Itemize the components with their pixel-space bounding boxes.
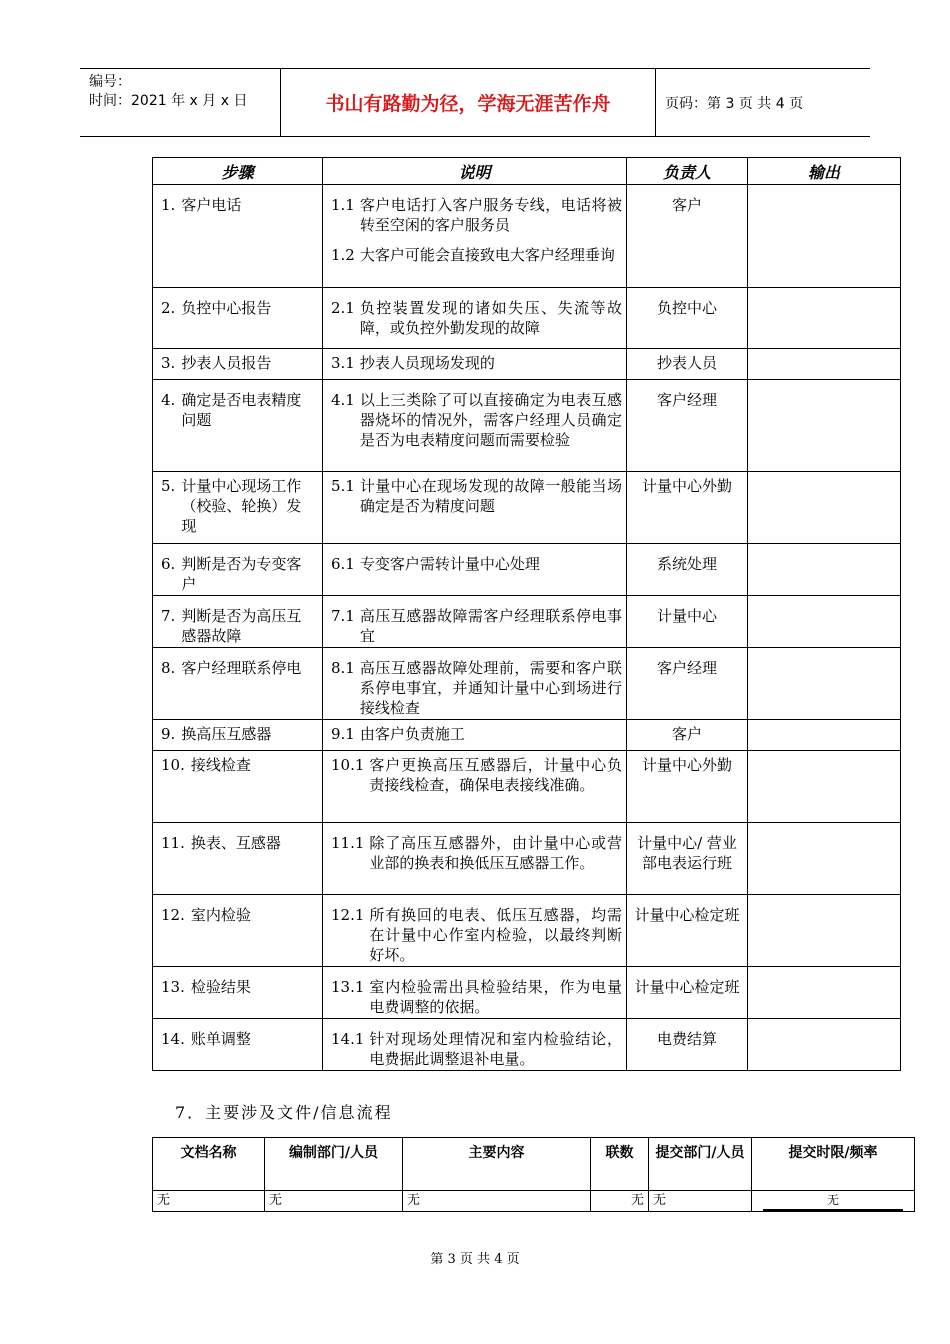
notes-cell <box>323 720 627 751</box>
note-number: 12.1 <box>331 906 365 924</box>
step-number: 6. <box>161 555 176 573</box>
step-number: 3. <box>161 354 176 372</box>
step-label: 换高压互感器 <box>181 725 272 743</box>
header-meta <box>80 69 280 136</box>
output-cell <box>748 1019 901 1071</box>
output-cell <box>748 720 901 751</box>
output-cell <box>748 472 901 544</box>
step-cell <box>153 349 323 380</box>
note-text: 专变客户需转计量中心处理 <box>359 555 540 573</box>
step-label: 换表、互感器 <box>190 834 281 852</box>
deadline-value: 无 <box>763 1191 903 1211</box>
output-cell <box>748 380 901 472</box>
note-item <box>331 724 622 744</box>
step-number: 2. <box>161 299 176 317</box>
col-header-output: 输出 <box>748 158 901 185</box>
note-text: 抄表人员现场发现的 <box>359 354 495 372</box>
table-row <box>153 823 901 895</box>
notes-cell <box>323 751 627 823</box>
output-cell <box>748 596 901 648</box>
note-number: 1.2 <box>331 246 355 264</box>
step-number: 14. <box>161 1030 185 1048</box>
output-cell <box>748 967 901 1019</box>
table-row <box>153 596 901 648</box>
note-number: 4.1 <box>331 391 355 409</box>
note-item <box>331 476 622 516</box>
note-number: 6.1 <box>331 555 355 573</box>
step-cell <box>153 648 323 720</box>
note-number: 14.1 <box>331 1030 365 1048</box>
note-number: 10.1 <box>331 756 365 774</box>
note-item <box>331 905 622 965</box>
note-number: 8.1 <box>331 659 355 677</box>
submit-dept-cell: 无 <box>649 1191 752 1212</box>
owner-cell: 计量中心检定班 <box>627 895 748 967</box>
col-header-dept: 编制部门/人员 <box>265 1138 403 1191</box>
table-row <box>153 648 901 720</box>
step-number: 1. <box>161 196 176 214</box>
owner-cell: 客户经理 <box>627 380 748 472</box>
col-header-owner: 负责人 <box>627 158 748 185</box>
note-item <box>331 1029 622 1069</box>
owner-cell: 电费结算 <box>627 1019 748 1071</box>
notes-cell <box>323 288 627 349</box>
note-number: 3.1 <box>331 354 355 372</box>
step-number: 13. <box>161 978 185 996</box>
documents-table <box>152 1137 915 1212</box>
step-number: 8. <box>161 659 176 677</box>
note-number: 7.1 <box>331 607 355 625</box>
col-header-deadline: 提交时限/频率 <box>752 1138 915 1191</box>
step-label: 账单调整 <box>190 1030 251 1048</box>
notes-cell <box>323 895 627 967</box>
notes-cell <box>323 823 627 895</box>
output-cell <box>748 544 901 596</box>
step-cell <box>153 895 323 967</box>
col-header-submit-dept: 提交部门/人员 <box>649 1138 752 1191</box>
step-number: 7. <box>161 607 176 625</box>
step-cell <box>153 720 323 751</box>
note-number: 11.1 <box>331 834 365 852</box>
note-text: 所有换回的电表、低压互感器，均需在计量中心作室内检验，以最终判断好坏。 <box>369 906 622 964</box>
step-label: 客户电话 <box>181 196 242 214</box>
note-text: 计量中心在现场发现的故障一般能当场确定是否为精度问题 <box>359 477 622 515</box>
notes-cell <box>323 596 627 648</box>
step-number: 4. <box>161 391 176 409</box>
step-cell <box>153 544 323 596</box>
output-cell <box>748 185 901 288</box>
note-text: 客户电话打入客户服务专线，电话将被转至空闲的客户服务员 <box>359 196 622 234</box>
step-number: 10. <box>161 756 185 774</box>
output-cell <box>748 895 901 967</box>
step-cell <box>153 472 323 544</box>
steps-table-header <box>153 158 901 185</box>
output-cell <box>748 648 901 720</box>
table-row <box>153 751 901 823</box>
table-row <box>153 380 901 472</box>
note-number: 13.1 <box>331 978 365 996</box>
note-item <box>331 195 622 235</box>
col-header-step: 步骤 <box>153 158 323 185</box>
doc-date-label: 时间：2021 年 x 月 x 日 <box>89 93 248 109</box>
output-cell <box>748 751 901 823</box>
note-item <box>331 298 622 338</box>
col-header-notes: 说明 <box>323 158 627 185</box>
page-header <box>80 68 870 137</box>
note-text: 高压互感器故障处理前，需要和客户联系停电事宜，并通知计量中心到场进行接线检查 <box>359 659 622 717</box>
step-label: 检验结果 <box>190 978 251 996</box>
owner-cell: 客户 <box>627 185 748 288</box>
table-row <box>153 1191 915 1212</box>
note-text: 负控装置发现的诸如失压、失流等故障，或负控外勤发现的故障 <box>359 299 622 337</box>
owner-cell: 客户 <box>627 720 748 751</box>
content-cell: 无 <box>403 1191 591 1212</box>
table-row <box>153 472 901 544</box>
table-row <box>153 288 901 349</box>
step-label: 判断是否为高压互感器故障 <box>181 607 302 645</box>
note-item <box>331 833 622 873</box>
note-item <box>331 658 622 718</box>
owner-cell: 客户经理 <box>627 648 748 720</box>
step-label: 判断是否为专变客户 <box>181 555 302 593</box>
note-text: 针对现场处理情况和室内检验结论，电费据此调整退补电量。 <box>369 1030 622 1068</box>
owner-cell: 系统处理 <box>627 544 748 596</box>
note-number: 9.1 <box>331 725 355 743</box>
notes-cell <box>323 648 627 720</box>
note-text: 由客户负责施工 <box>359 725 465 743</box>
owner-cell: 计量中心/ 营业部电表运行班 <box>627 823 748 895</box>
step-label: 室内检验 <box>190 906 251 924</box>
deadline-cell <box>752 1191 915 1212</box>
notes-cell <box>323 544 627 596</box>
step-cell <box>153 288 323 349</box>
notes-cell <box>323 967 627 1019</box>
note-item <box>331 245 622 265</box>
owner-cell: 计量中心外勤 <box>627 472 748 544</box>
table-row <box>153 185 901 288</box>
output-cell <box>748 349 901 380</box>
step-label: 接线检查 <box>190 756 251 774</box>
step-label: 确定是否电表精度问题 <box>181 391 302 429</box>
note-number: 5.1 <box>331 477 355 495</box>
owner-cell: 负控中心 <box>627 288 748 349</box>
note-text: 客户更换高压互感器后，计量中心负责接线检查，确保电表接线准确。 <box>369 756 622 794</box>
owner-cell: 抄表人员 <box>627 349 748 380</box>
step-number: 9. <box>161 725 176 743</box>
step-cell <box>153 751 323 823</box>
col-header-doc-name: 文档名称 <box>153 1138 265 1191</box>
output-cell <box>748 823 901 895</box>
step-cell <box>153 380 323 472</box>
step-number: 5. <box>161 477 176 495</box>
step-number: 12. <box>161 906 185 924</box>
header-motto: 书山有路勤为径，学海无涯苦作舟 <box>280 69 656 136</box>
steps-table <box>152 157 901 1071</box>
note-number: 2.1 <box>331 299 355 317</box>
step-label: 负控中心报告 <box>181 299 272 317</box>
step-label: 抄表人员报告 <box>181 354 272 372</box>
header-page-label: 页码：第 3 页 共 4 页 <box>665 95 804 112</box>
table-row <box>153 544 901 596</box>
note-item <box>331 353 622 373</box>
table-row <box>153 1019 901 1071</box>
step-cell <box>153 596 323 648</box>
owner-cell: 计量中心外勤 <box>627 751 748 823</box>
note-item <box>331 390 622 450</box>
col-header-content: 主要内容 <box>403 1138 591 1191</box>
page-footer: 第 3 页 共 4 页 <box>430 1252 520 1267</box>
step-cell <box>153 823 323 895</box>
step-cell <box>153 1019 323 1071</box>
step-cell <box>153 967 323 1019</box>
owner-cell: 计量中心检定班 <box>627 967 748 1019</box>
note-item <box>331 977 622 1017</box>
col-header-copies: 联数 <box>591 1138 649 1191</box>
section-title: 7．主要涉及文件/信息流程 <box>175 1103 393 1122</box>
doc-code-label: 编号： <box>89 74 131 90</box>
note-item <box>331 554 622 574</box>
step-label: 计量中心现场工作（校验、轮换）发现 <box>181 477 302 535</box>
step-number: 11. <box>161 834 185 852</box>
note-text: 大客户可能会直接致电大客户经理垂询 <box>359 246 615 264</box>
notes-cell <box>323 349 627 380</box>
note-item <box>331 606 622 646</box>
output-cell <box>748 288 901 349</box>
notes-cell <box>323 380 627 472</box>
table-row <box>153 895 901 967</box>
note-text: 高压互感器故障需客户经理联系停电事宜 <box>359 607 622 645</box>
table-row <box>153 967 901 1019</box>
notes-cell <box>323 1019 627 1071</box>
note-number: 1.1 <box>331 196 355 214</box>
note-item <box>331 755 622 795</box>
notes-cell <box>323 472 627 544</box>
table-row <box>153 720 901 751</box>
notes-cell <box>323 185 627 288</box>
table-row <box>153 349 901 380</box>
copies-cell: 无 <box>591 1191 649 1212</box>
step-label: 客户经理联系停电 <box>181 659 302 677</box>
note-text: 除了高压互感器外，由计量中心或营业部的换表和换低压互感器工作。 <box>369 834 622 872</box>
step-cell <box>153 185 323 288</box>
note-text: 室内检验需出具检验结果，作为电量电费调整的依据。 <box>369 978 622 1016</box>
doc-name-cell: 无 <box>153 1191 265 1212</box>
owner-cell: 计量中心 <box>627 596 748 648</box>
documents-table-header <box>153 1138 915 1191</box>
dept-cell: 无 <box>265 1191 403 1212</box>
note-text: 以上三类除了可以直接确定为电表互感器烧坏的情况外，需客户经理人员确定是否为电表精度问题而需要检验 <box>359 391 622 449</box>
